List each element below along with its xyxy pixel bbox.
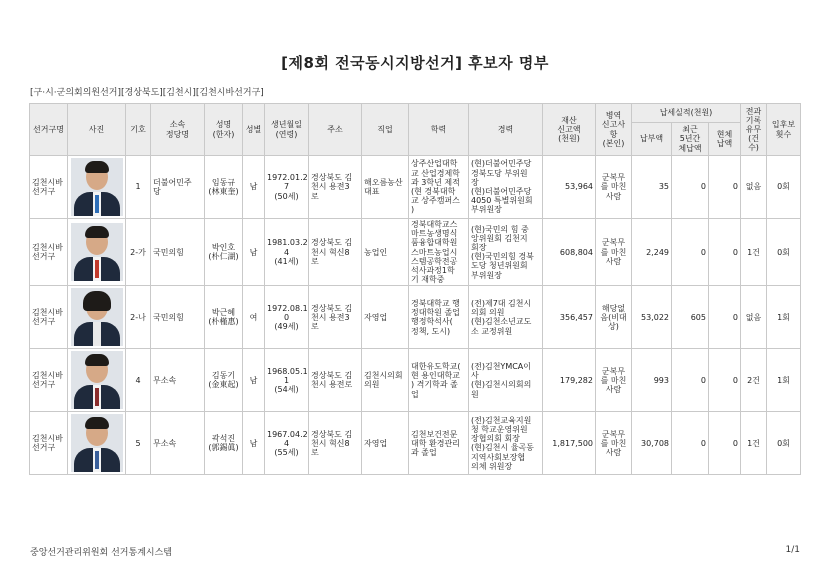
header-name: 성명 (한자) (205, 104, 243, 156)
candidate-photo (71, 288, 123, 346)
job-cell: 농업인 (362, 219, 409, 286)
photo-cell (68, 349, 126, 412)
tax-paid-cell: 30,708 (632, 412, 672, 475)
address-cell: 경상북도 김 천시 용전3 로 (309, 286, 362, 349)
header-criminal: 전과 기록 유무 (건수) (741, 104, 767, 156)
gender-cell: 남 (243, 219, 265, 286)
military-cell: 군복무 를 마친 사람 (596, 156, 632, 219)
party-cell: 무소속 (151, 349, 205, 412)
candidate-photo (71, 223, 123, 281)
header-photo: 사진 (68, 104, 126, 156)
table-row (30, 412, 801, 475)
number-cell: 5 (126, 412, 151, 475)
header-party: 소속 정당명 (151, 104, 205, 156)
candidate-photo (71, 414, 123, 472)
birth-cell: 1968.05.1 1 (54세) (265, 349, 309, 412)
tax-current-cell: 0 (709, 412, 741, 475)
runs-cell: 0회 (767, 219, 801, 286)
assets-cell: 53,964 (543, 156, 596, 219)
birth-cell: 1972.08.1 0 (49세) (265, 286, 309, 349)
candidate-photo (71, 158, 123, 216)
page-title: [제8회 전국동시지방선거] 후보자 명부 (281, 54, 549, 72)
header-tax-paid: 납부액 (632, 123, 672, 156)
tax-paid-cell: 53,022 (632, 286, 672, 349)
birth-cell: 1981.03.2 4 (41세) (265, 219, 309, 286)
tax-paid-cell: 35 (632, 156, 672, 219)
header-runs: 입후보 횟수 (767, 104, 801, 156)
tax-current-cell: 0 (709, 219, 741, 286)
tax-5yr-cell: 605 (672, 286, 709, 349)
header-assets: 재산 신고액 (천원) (543, 104, 596, 156)
career-cell: (현)국민의 힘 중 앙위원회 김천지 회장 (현)국민의힘 경북 도당 청년위원회 부위원장 (469, 219, 543, 286)
tax-5yr-cell: 0 (672, 219, 709, 286)
footer-system-name: 중앙선거관리위원회 선거통계시스템 (30, 548, 172, 558)
gender-cell: 남 (243, 349, 265, 412)
runs-cell: 1회 (767, 349, 801, 412)
party-cell: 국민의힘 (151, 286, 205, 349)
district-cell: 김천시바 선거구 (30, 286, 68, 349)
assets-cell: 356,457 (543, 286, 596, 349)
name-cell: 박근혜 (朴槿惠) (205, 286, 243, 349)
assets-cell: 608,804 (543, 219, 596, 286)
header-career: 경력 (469, 104, 543, 156)
header-gender: 성별 (243, 104, 265, 156)
career-cell: (현)더불어민주당 경북도당 부위원 장 (현)더불어민주당 4050 특별위원회 부위원장 (469, 156, 543, 219)
tax-paid-cell: 993 (632, 349, 672, 412)
party-cell: 무소속 (151, 412, 205, 475)
career-cell: (전)김천교육지원 청 학교운영위원 장협의회 회장 (현)김천시 율곡동 지역사회보장협 의체 위원장 (469, 412, 543, 475)
photo-cell (68, 286, 126, 349)
criminal-cell: 없음 (741, 286, 767, 349)
tax-paid-cell: 2,249 (632, 219, 672, 286)
education-cell: 경북대학교 행 정대학원 졸업 행정학석사( 정책, 도시) (409, 286, 469, 349)
header-district: 선거구명 (30, 104, 68, 156)
candidate-photo (71, 351, 123, 409)
assets-cell: 1,817,500 (543, 412, 596, 475)
job-cell: 해오름농산 대표 (362, 156, 409, 219)
runs-cell: 0회 (767, 156, 801, 219)
career-cell: (전)김천YMCA이 사 (현)김천시의회의 원 (469, 349, 543, 412)
tax-5yr-cell: 0 (672, 156, 709, 219)
military-cell: 군복무 를 마친 사람 (596, 349, 632, 412)
criminal-cell: 1건 (741, 412, 767, 475)
district-cell: 김천시바 선거구 (30, 156, 68, 219)
candidate-table (29, 103, 801, 475)
name-cell: 박인호 (朴仁湖) (205, 219, 243, 286)
tax-current-cell: 0 (709, 286, 741, 349)
district-cell: 김천시바 선거구 (30, 412, 68, 475)
table-row (30, 156, 801, 219)
header-job: 직업 (362, 104, 409, 156)
name-cell: 김동기 (金東起) (205, 349, 243, 412)
address-cell: 경상북도 김 천시 혁신8 로 (309, 219, 362, 286)
footer-page-number: 1/1 (785, 545, 800, 555)
address-cell: 경상북도 김 천시 혁신8 로 (309, 412, 362, 475)
gender-cell: 여 (243, 286, 265, 349)
assets-cell: 179,282 (543, 349, 596, 412)
military-cell: 군복무 를 마친 사람 (596, 219, 632, 286)
party-cell: 국민의힘 (151, 219, 205, 286)
address-cell: 경상북도 김 천시 용전로 (309, 349, 362, 412)
district-cell: 김천시바 선거구 (30, 219, 68, 286)
number-cell: 2-가 (126, 219, 151, 286)
number-cell: 2-나 (126, 286, 151, 349)
header-birth: 생년월일 (연령) (265, 104, 309, 156)
gender-cell: 남 (243, 156, 265, 219)
education-cell: 대한유도학교( 현 용인대학교 ) 격기학과 졸 업 (409, 349, 469, 412)
gender-cell: 남 (243, 412, 265, 475)
tax-current-cell: 0 (709, 349, 741, 412)
breadcrumb: [구·시·군의회의원선거][경상북도][김천시][김천시바선거구] (30, 88, 264, 98)
job-cell: 자영업 (362, 286, 409, 349)
photo-cell (68, 156, 126, 219)
military-cell: 해당없 음(비대 상) (596, 286, 632, 349)
header-tax-5yr: 최근 5년간 체납액 (672, 123, 709, 156)
header-education: 학력 (409, 104, 469, 156)
header-address: 주소 (309, 104, 362, 156)
header-military: 병역 신고사 항 (본인) (596, 104, 632, 156)
military-cell: 군복무 를 마친 사람 (596, 412, 632, 475)
tax-5yr-cell: 0 (672, 349, 709, 412)
criminal-cell: 없음 (741, 156, 767, 219)
table-row (30, 349, 801, 412)
runs-cell: 0회 (767, 412, 801, 475)
education-cell: 경북대학교스 마트농생명식 품융합대학원 스마트농업시 스템공학전공 석사과정1학 기 재학중 (409, 219, 469, 286)
criminal-cell: 1건 (741, 219, 767, 286)
criminal-cell: 2건 (741, 349, 767, 412)
job-cell: 자영업 (362, 412, 409, 475)
header-tax-current: 현체 납액 (709, 123, 741, 156)
header-number: 기호 (126, 104, 151, 156)
education-cell: 김천보건전문 대학 환경관리 과 졸업 (409, 412, 469, 475)
birth-cell: 1972.01.2 7 (50세) (265, 156, 309, 219)
tax-current-cell: 0 (709, 156, 741, 219)
table-row (30, 286, 801, 349)
photo-cell (68, 219, 126, 286)
header-tax-group: 납세실적(천원) (632, 104, 741, 123)
runs-cell: 1회 (767, 286, 801, 349)
birth-cell: 1967.04.2 4 (55세) (265, 412, 309, 475)
career-cell: (전)제7대 김천시 의회 의원 (현)김천소년교도 소 교정위원 (469, 286, 543, 349)
education-cell: 상주산업대학 교 산업경제학 과 3학년 제적 (현 경북대학 교 상주캠퍼스 ) (409, 156, 469, 219)
table-row (30, 219, 801, 286)
photo-cell (68, 412, 126, 475)
tax-5yr-cell: 0 (672, 412, 709, 475)
name-cell: 곽석진 (郭錫眞) (205, 412, 243, 475)
party-cell: 더불어민주 당 (151, 156, 205, 219)
number-cell: 4 (126, 349, 151, 412)
job-cell: 김천시의회 의원 (362, 349, 409, 412)
name-cell: 임동규 (林東奎) (205, 156, 243, 219)
district-cell: 김천시바 선거구 (30, 349, 68, 412)
address-cell: 경상북도 김 천시 용전3 로 (309, 156, 362, 219)
number-cell: 1 (126, 156, 151, 219)
